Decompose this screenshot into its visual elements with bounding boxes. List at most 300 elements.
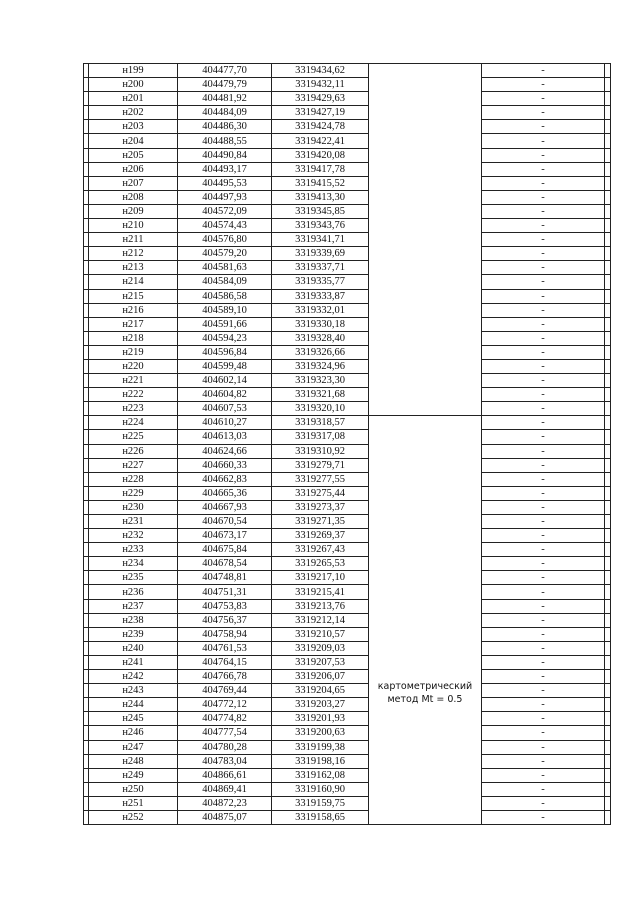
y-coordinate-cell: 3319417,78 — [272, 162, 369, 176]
error-cell: - — [482, 416, 605, 430]
row-end-cell — [605, 712, 611, 726]
y-coordinate-cell: 3319424,78 — [272, 120, 369, 134]
table-row — [84, 402, 611, 416]
x-coordinate-cell: 404772,12 — [178, 698, 272, 712]
row-end-cell — [605, 78, 611, 92]
error-cell: - — [482, 247, 605, 261]
table-row — [84, 472, 611, 486]
y-coordinate-cell: 3319422,41 — [272, 134, 369, 148]
point-id-cell: н234 — [89, 557, 178, 571]
table-row — [84, 740, 611, 754]
error-cell: - — [482, 162, 605, 176]
point-id-cell: н222 — [89, 388, 178, 402]
point-id-cell: н249 — [89, 768, 178, 782]
method-line-2: метод Mt = 0.5 — [387, 693, 463, 705]
y-coordinate-cell: 3319345,85 — [272, 204, 369, 218]
y-coordinate-cell: 3319321,68 — [272, 388, 369, 402]
point-id-cell: н233 — [89, 543, 178, 557]
x-coordinate-cell: 404774,82 — [178, 712, 272, 726]
error-cell: - — [482, 740, 605, 754]
error-cell: - — [482, 458, 605, 472]
y-coordinate-cell: 3319324,96 — [272, 359, 369, 373]
point-id-cell: н239 — [89, 627, 178, 641]
point-id-cell: н241 — [89, 655, 178, 669]
y-coordinate-cell: 3319432,11 — [272, 78, 369, 92]
x-coordinate-cell: 404761,53 — [178, 641, 272, 655]
error-cell: - — [482, 613, 605, 627]
table-row — [84, 120, 611, 134]
error-cell: - — [482, 768, 605, 782]
table-row — [84, 726, 611, 740]
row-end-cell — [605, 529, 611, 543]
x-coordinate-cell: 404662,83 — [178, 472, 272, 486]
y-coordinate-cell: 3319273,37 — [272, 500, 369, 514]
x-coordinate-cell: 404488,55 — [178, 134, 272, 148]
table-row — [84, 599, 611, 613]
point-id-cell: н214 — [89, 275, 178, 289]
coordinates-table-body — [84, 64, 611, 825]
error-cell: - — [482, 430, 605, 444]
table-row — [84, 782, 611, 796]
coordinates-table — [83, 63, 611, 825]
error-cell: - — [482, 571, 605, 585]
table-row — [84, 233, 611, 247]
y-coordinate-cell: 3319420,08 — [272, 148, 369, 162]
row-end-cell — [605, 557, 611, 571]
row-end-cell — [605, 317, 611, 331]
table-row — [84, 500, 611, 514]
error-cell: - — [482, 754, 605, 768]
row-end-cell — [605, 500, 611, 514]
table-row — [84, 345, 611, 359]
table-row — [84, 585, 611, 599]
point-id-cell: н237 — [89, 599, 178, 613]
row-end-cell — [605, 176, 611, 190]
row-end-cell — [605, 345, 611, 359]
y-coordinate-cell: 3319413,30 — [272, 190, 369, 204]
y-coordinate-cell: 3319318,57 — [272, 416, 369, 430]
x-coordinate-cell: 404665,36 — [178, 486, 272, 500]
y-coordinate-cell: 3319159,75 — [272, 796, 369, 810]
x-coordinate-cell: 404673,17 — [178, 529, 272, 543]
row-end-cell — [605, 233, 611, 247]
point-id-cell: н217 — [89, 317, 178, 331]
table-row — [84, 430, 611, 444]
point-id-cell: н235 — [89, 571, 178, 585]
x-coordinate-cell: 404572,09 — [178, 204, 272, 218]
point-id-cell: н252 — [89, 810, 178, 824]
row-end-cell — [605, 430, 611, 444]
point-id-cell: н232 — [89, 529, 178, 543]
error-cell: - — [482, 190, 605, 204]
table-row — [84, 374, 611, 388]
error-cell: - — [482, 698, 605, 712]
y-coordinate-cell: 3319198,16 — [272, 754, 369, 768]
y-coordinate-cell: 3319265,53 — [272, 557, 369, 571]
x-coordinate-cell: 404596,84 — [178, 345, 272, 359]
point-id-cell: н206 — [89, 162, 178, 176]
error-cell: - — [482, 303, 605, 317]
point-id-cell: н200 — [89, 78, 178, 92]
point-id-cell: н221 — [89, 374, 178, 388]
y-coordinate-cell: 3319199,38 — [272, 740, 369, 754]
table-row — [84, 162, 611, 176]
y-coordinate-cell: 3319204,65 — [272, 684, 369, 698]
x-coordinate-cell: 404678,54 — [178, 557, 272, 571]
table-row — [84, 486, 611, 500]
point-id-cell: н226 — [89, 444, 178, 458]
x-coordinate-cell: 404769,44 — [178, 684, 272, 698]
y-coordinate-cell: 3319207,53 — [272, 655, 369, 669]
row-end-cell — [605, 148, 611, 162]
y-coordinate-cell: 3319328,40 — [272, 331, 369, 345]
x-coordinate-cell: 404607,53 — [178, 402, 272, 416]
point-id-cell: н248 — [89, 754, 178, 768]
point-id-cell: н243 — [89, 684, 178, 698]
point-id-cell: н220 — [89, 359, 178, 373]
y-coordinate-cell: 3319339,69 — [272, 247, 369, 261]
point-id-cell: н205 — [89, 148, 178, 162]
row-end-cell — [605, 543, 611, 557]
error-cell: - — [482, 670, 605, 684]
row-end-cell — [605, 641, 611, 655]
point-id-cell: н219 — [89, 345, 178, 359]
point-id-cell: н250 — [89, 782, 178, 796]
x-coordinate-cell: 404599,48 — [178, 359, 272, 373]
table-row — [84, 613, 611, 627]
x-coordinate-cell: 404756,37 — [178, 613, 272, 627]
point-id-cell: н211 — [89, 233, 178, 247]
x-coordinate-cell: 404594,23 — [178, 331, 272, 345]
x-coordinate-cell: 404751,31 — [178, 585, 272, 599]
row-end-cell — [605, 486, 611, 500]
y-coordinate-cell: 3319269,37 — [272, 529, 369, 543]
table-row — [84, 543, 611, 557]
y-coordinate-cell: 3319333,87 — [272, 289, 369, 303]
error-cell: - — [482, 261, 605, 275]
y-coordinate-cell: 3319320,10 — [272, 402, 369, 416]
point-id-cell: н244 — [89, 698, 178, 712]
point-id-cell: н202 — [89, 106, 178, 120]
x-coordinate-cell: 404484,09 — [178, 106, 272, 120]
x-coordinate-cell: 404581,63 — [178, 261, 272, 275]
row-end-cell — [605, 627, 611, 641]
x-coordinate-cell: 404584,09 — [178, 275, 272, 289]
error-cell: - — [482, 345, 605, 359]
method-cell — [369, 416, 482, 825]
y-coordinate-cell: 3319267,43 — [272, 543, 369, 557]
row-end-cell — [605, 810, 611, 824]
table-row — [84, 529, 611, 543]
row-end-cell — [605, 106, 611, 120]
table-row — [84, 190, 611, 204]
point-id-cell: н216 — [89, 303, 178, 317]
error-cell: - — [482, 289, 605, 303]
point-id-cell: н229 — [89, 486, 178, 500]
point-id-cell: н230 — [89, 500, 178, 514]
row-end-cell — [605, 768, 611, 782]
row-end-cell — [605, 796, 611, 810]
y-coordinate-cell: 3319160,90 — [272, 782, 369, 796]
row-end-cell — [605, 92, 611, 106]
y-coordinate-cell: 3319275,44 — [272, 486, 369, 500]
y-coordinate-cell: 3319215,41 — [272, 585, 369, 599]
error-cell: - — [482, 106, 605, 120]
table-row — [84, 571, 611, 585]
point-id-cell: н238 — [89, 613, 178, 627]
y-coordinate-cell: 3319429,63 — [272, 92, 369, 106]
point-id-cell: н242 — [89, 670, 178, 684]
row-end-cell — [605, 655, 611, 669]
point-id-cell: н201 — [89, 92, 178, 106]
x-coordinate-cell: 404766,78 — [178, 670, 272, 684]
error-cell: - — [482, 641, 605, 655]
y-coordinate-cell: 3319162,08 — [272, 768, 369, 782]
point-id-cell: н245 — [89, 712, 178, 726]
x-coordinate-cell: 404477,70 — [178, 64, 272, 78]
table-row — [84, 275, 611, 289]
error-cell: - — [482, 782, 605, 796]
error-cell: - — [482, 233, 605, 247]
error-cell: - — [482, 543, 605, 557]
y-coordinate-cell: 3319434,62 — [272, 64, 369, 78]
y-coordinate-cell: 3319335,77 — [272, 275, 369, 289]
error-cell: - — [482, 204, 605, 218]
x-coordinate-cell: 404783,04 — [178, 754, 272, 768]
y-coordinate-cell: 3319203,27 — [272, 698, 369, 712]
row-end-cell — [605, 698, 611, 712]
point-id-cell: н236 — [89, 585, 178, 599]
table-row — [84, 289, 611, 303]
y-coordinate-cell: 3319332,01 — [272, 303, 369, 317]
table-row — [84, 317, 611, 331]
row-end-cell — [605, 782, 611, 796]
error-cell: - — [482, 684, 605, 698]
y-coordinate-cell: 3319213,76 — [272, 599, 369, 613]
table-row — [84, 458, 611, 472]
table-row — [84, 641, 611, 655]
x-coordinate-cell: 404764,15 — [178, 655, 272, 669]
x-coordinate-cell: 404493,17 — [178, 162, 272, 176]
x-coordinate-cell: 404875,07 — [178, 810, 272, 824]
y-coordinate-cell: 3319200,63 — [272, 726, 369, 740]
error-cell: - — [482, 374, 605, 388]
point-id-cell: н207 — [89, 176, 178, 190]
y-coordinate-cell: 3319427,19 — [272, 106, 369, 120]
table-row — [84, 515, 611, 529]
table-row — [84, 78, 611, 92]
x-coordinate-cell: 404497,93 — [178, 190, 272, 204]
table-row — [84, 92, 611, 106]
x-coordinate-cell: 404613,03 — [178, 430, 272, 444]
table-row — [84, 796, 611, 810]
row-end-cell — [605, 670, 611, 684]
x-coordinate-cell: 404579,20 — [178, 247, 272, 261]
table-row — [84, 148, 611, 162]
error-cell: - — [482, 655, 605, 669]
point-id-cell: н204 — [89, 134, 178, 148]
table-row — [84, 627, 611, 641]
y-coordinate-cell: 3319279,71 — [272, 458, 369, 472]
error-cell: - — [482, 796, 605, 810]
row-end-cell — [605, 444, 611, 458]
table-row — [84, 712, 611, 726]
error-cell: - — [482, 219, 605, 233]
y-coordinate-cell: 3319210,57 — [272, 627, 369, 641]
y-coordinate-cell: 3319201,93 — [272, 712, 369, 726]
x-coordinate-cell: 404479,79 — [178, 78, 272, 92]
row-end-cell — [605, 120, 611, 134]
error-cell: - — [482, 712, 605, 726]
table-row — [84, 810, 611, 824]
x-coordinate-cell: 404574,43 — [178, 219, 272, 233]
x-coordinate-cell: 404604,82 — [178, 388, 272, 402]
y-coordinate-cell: 3319217,10 — [272, 571, 369, 585]
error-cell: - — [482, 500, 605, 514]
y-coordinate-cell: 3319212,14 — [272, 613, 369, 627]
point-id-cell: н240 — [89, 641, 178, 655]
row-end-cell — [605, 303, 611, 317]
point-id-cell: н218 — [89, 331, 178, 345]
point-id-cell: н224 — [89, 416, 178, 430]
table-row — [84, 64, 611, 78]
table-row — [84, 247, 611, 261]
y-coordinate-cell: 3319209,03 — [272, 641, 369, 655]
row-end-cell — [605, 515, 611, 529]
y-coordinate-cell: 3319310,92 — [272, 444, 369, 458]
table-row — [84, 444, 611, 458]
row-end-cell — [605, 585, 611, 599]
x-coordinate-cell: 404866,61 — [178, 768, 272, 782]
x-coordinate-cell: 404602,14 — [178, 374, 272, 388]
error-cell: - — [482, 599, 605, 613]
point-id-cell: н225 — [89, 430, 178, 444]
table-row — [84, 134, 611, 148]
x-coordinate-cell: 404486,30 — [178, 120, 272, 134]
row-end-cell — [605, 247, 611, 261]
y-coordinate-cell: 3319326,66 — [272, 345, 369, 359]
point-id-cell: н251 — [89, 796, 178, 810]
x-coordinate-cell: 404495,53 — [178, 176, 272, 190]
row-end-cell — [605, 416, 611, 430]
row-end-cell — [605, 331, 611, 345]
table-row — [84, 176, 611, 190]
y-coordinate-cell: 3319330,18 — [272, 317, 369, 331]
point-id-cell: н247 — [89, 740, 178, 754]
error-cell: - — [482, 92, 605, 106]
row-end-cell — [605, 599, 611, 613]
row-end-cell — [605, 726, 611, 740]
row-end-cell — [605, 472, 611, 486]
y-coordinate-cell: 3319271,35 — [272, 515, 369, 529]
row-end-cell — [605, 684, 611, 698]
method-cell-top — [369, 64, 482, 416]
error-cell: - — [482, 810, 605, 824]
error-cell: - — [482, 331, 605, 345]
x-coordinate-cell: 404758,94 — [178, 627, 272, 641]
table-row — [84, 303, 611, 317]
y-coordinate-cell: 3319415,52 — [272, 176, 369, 190]
error-cell: - — [482, 515, 605, 529]
row-end-cell — [605, 204, 611, 218]
table-row — [84, 670, 611, 684]
row-end-cell — [605, 219, 611, 233]
table-row — [84, 557, 611, 571]
method-line-1: картометрический — [377, 680, 473, 692]
row-end-cell — [605, 261, 611, 275]
error-cell: - — [482, 627, 605, 641]
y-coordinate-cell: 3319277,55 — [272, 472, 369, 486]
point-id-cell: н231 — [89, 515, 178, 529]
row-end-cell — [605, 162, 611, 176]
x-coordinate-cell: 404753,83 — [178, 599, 272, 613]
x-coordinate-cell: 404872,23 — [178, 796, 272, 810]
table-row — [84, 388, 611, 402]
point-id-cell: н210 — [89, 219, 178, 233]
y-coordinate-cell: 3319341,71 — [272, 233, 369, 247]
error-cell: - — [482, 486, 605, 500]
row-end-cell — [605, 754, 611, 768]
table-row — [84, 261, 611, 275]
error-cell: - — [482, 585, 605, 599]
point-id-cell: н215 — [89, 289, 178, 303]
x-coordinate-cell: 404670,54 — [178, 515, 272, 529]
x-coordinate-cell: 404748,81 — [178, 571, 272, 585]
error-cell: - — [482, 148, 605, 162]
x-coordinate-cell: 404624,66 — [178, 444, 272, 458]
table-row — [84, 655, 611, 669]
y-coordinate-cell: 3319206,07 — [272, 670, 369, 684]
table-row — [84, 106, 611, 120]
x-coordinate-cell: 404675,84 — [178, 543, 272, 557]
point-id-cell: н209 — [89, 204, 178, 218]
x-coordinate-cell: 404780,28 — [178, 740, 272, 754]
x-coordinate-cell: 404589,10 — [178, 303, 272, 317]
table-row — [84, 359, 611, 373]
row-end-cell — [605, 359, 611, 373]
x-coordinate-cell: 404490,84 — [178, 148, 272, 162]
row-end-cell — [605, 402, 611, 416]
point-id-cell: н228 — [89, 472, 178, 486]
error-cell: - — [482, 472, 605, 486]
table-row — [84, 416, 611, 430]
error-cell: - — [482, 557, 605, 571]
point-id-cell: н199 — [89, 64, 178, 78]
table-row — [84, 219, 611, 233]
error-cell: - — [482, 78, 605, 92]
table-row — [84, 768, 611, 782]
table-row — [84, 684, 611, 698]
table-row — [84, 331, 611, 345]
error-cell: - — [482, 529, 605, 543]
row-end-cell — [605, 275, 611, 289]
x-coordinate-cell: 404667,93 — [178, 500, 272, 514]
x-coordinate-cell: 404660,33 — [178, 458, 272, 472]
x-coordinate-cell: 404481,92 — [178, 92, 272, 106]
y-coordinate-cell: 3319158,65 — [272, 810, 369, 824]
row-end-cell — [605, 458, 611, 472]
table-row — [84, 204, 611, 218]
row-end-cell — [605, 388, 611, 402]
y-coordinate-cell: 3319317,08 — [272, 430, 369, 444]
point-id-cell: н212 — [89, 247, 178, 261]
x-coordinate-cell: 404610,27 — [178, 416, 272, 430]
point-id-cell: н227 — [89, 458, 178, 472]
row-end-cell — [605, 374, 611, 388]
row-end-cell — [605, 190, 611, 204]
x-coordinate-cell: 404591,66 — [178, 317, 272, 331]
row-end-cell — [605, 134, 611, 148]
